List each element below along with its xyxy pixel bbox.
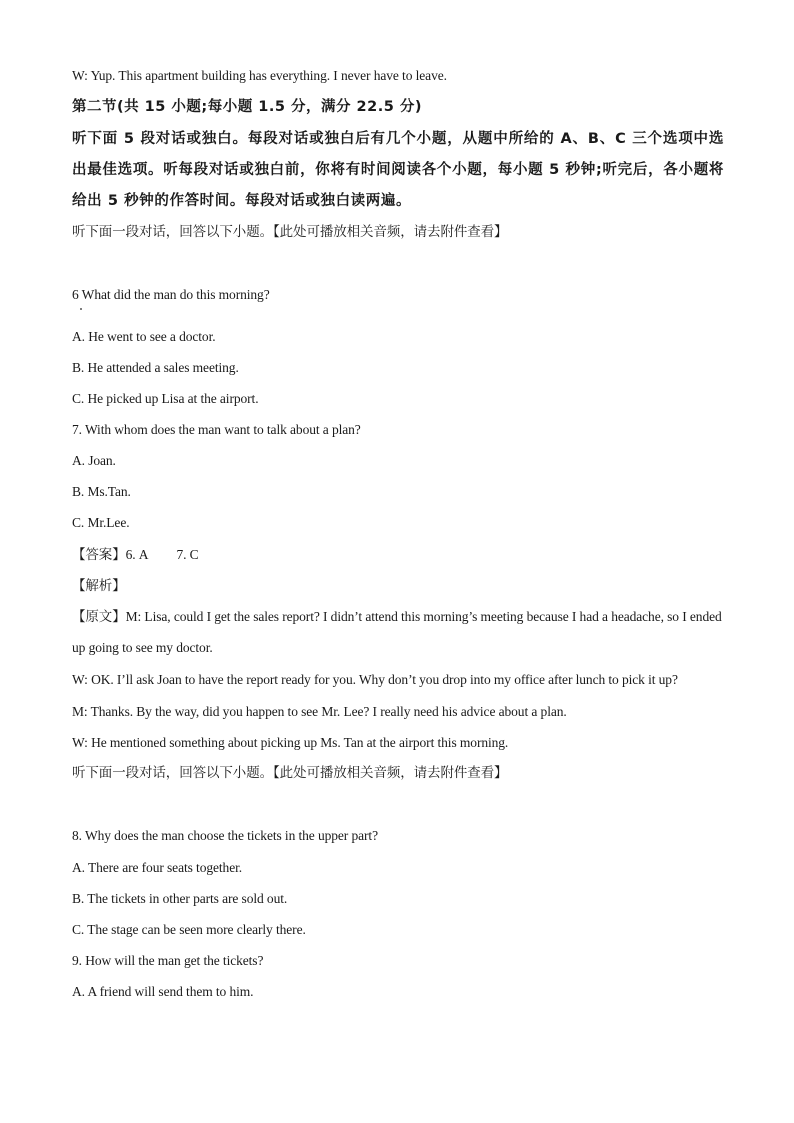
question-6-option-b: B. He attended a sales meeting. — [72, 360, 239, 375]
listen-prompt-2: 听下面一段对话，回答以下小题。【此处可播放相关音频，请去附件查看】 — [72, 765, 508, 781]
transcript-m-thanks: M: Thanks. By the way, did you happen to see Mr. Lee? I really need his advice about a plan. — [72, 704, 567, 719]
question-6-option-a: A. He went to see a doctor. — [72, 329, 216, 344]
question-7-option-b: B. Ms.Tan. — [72, 484, 131, 499]
section-instructions: 听下面 5 段对话或独白。每段对话或独白后有几个小题，从题中所给的 A、B、C 三个选项中选出最佳选项。听每段对话或独白前，你将有时间阅读各个小题，每小题 5 秒钟;听完后，各小题将给出 5 秒钟的作答时间。每段对话或独白读两遍。 — [72, 131, 724, 209]
section-title: 第二节(共 15 小题;每小题 1.5 分，满分 22.5 分) — [72, 99, 422, 115]
question-7: 7. With whom does the man want to talk about a plan? — [72, 422, 361, 437]
answer-line — [72, 546, 199, 564]
question-9-option-a: A. A friend will send them to him. — [72, 984, 254, 999]
question-8-option-c: C. The stage can be seen more clearly there. — [72, 922, 306, 937]
question-6: 6 What did the man do this morning? — [72, 287, 270, 302]
question-7-option-c: C. Mr.Lee. — [72, 515, 130, 530]
answer-label: 【答案】 — [72, 547, 126, 563]
stray-dot-mark — [80, 308, 82, 310]
question-7-option-a: A. Joan. — [72, 453, 116, 468]
analysis-label: 【解析】 — [72, 578, 126, 594]
question-8-option-a: A. There are four seats together. — [72, 860, 243, 875]
transcript-m-lisa: 【原文】M: Lisa, could I get the sales report? I didn’t attend this morning’s meeting because I had a headache, so I ended up going to see my doctor. — [72, 609, 722, 655]
question-9: 9. How will the man get the tickets? — [72, 953, 264, 968]
transcript-w-ok: W: OK. I’ll ask Joan to have the report ready for you. Why don’t you drop into my office after lunch to pick it up? — [72, 672, 678, 687]
listen-prompt-1: 听下面一段对话，回答以下小题。【此处可播放相关音频，请去附件查看】 — [72, 224, 508, 240]
question-6-option-c: C. He picked up Lisa at the airport. — [72, 391, 259, 406]
question-8-option-b: B. The tickets in other parts are sold out. — [72, 891, 288, 906]
answer-7: 7. C — [176, 547, 199, 562]
transcript-w-mentioned: W: He mentioned something about picking up Ms. Tan at the airport this morning. — [72, 735, 509, 750]
answer-6: 6. A — [125, 547, 149, 562]
question-8: 8. Why does the man choose the tickets in the upper part? — [72, 828, 378, 843]
dialogue-line-w-yup: W: Yup. This apartment building has everything. I never have to leave. — [72, 68, 447, 83]
